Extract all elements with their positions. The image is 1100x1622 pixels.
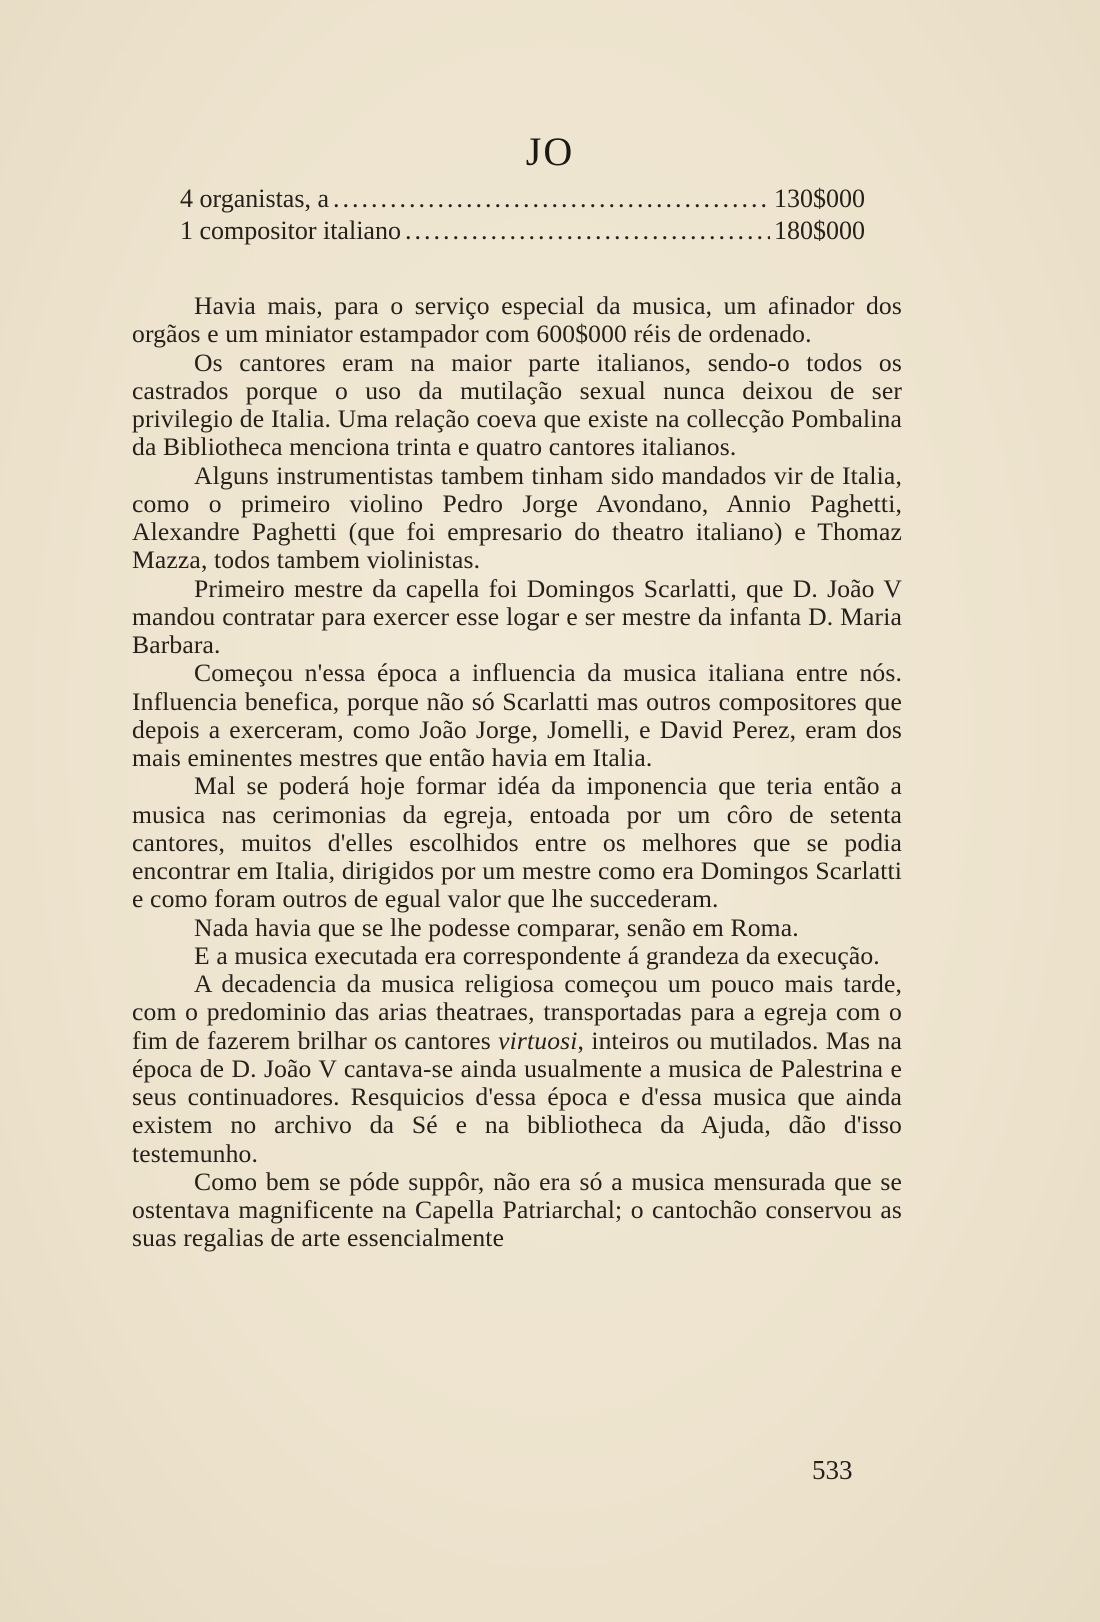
paragraph: Como bem se póde suppôr, não era só a musica mensurada que se ostentava magnificente na Capella Patriarchal; o cantochão conservou as suas regalias de arte essencialmente [132, 1166, 902, 1253]
body-text [132, 292, 902, 1253]
paragraph-text: A decadencia da musica religiosa começou um pouco mais tarde, com o predominio das arias theatraes, transportadas para a egreja com o fim de fazerem brilhar os cantores [132, 969, 902, 1055]
paragraph-text: , inteiros ou mutilados. Mas na época de D. João V cantava-se ainda usualmente a musica de Palestrina e seus continuadores. Resquicios d'essa época e d'essa musica que ainda existem no archivo da Sé e na bibliotheca da Ajuda, dão d'isso testemunho. [132, 1025, 902, 1168]
italic-term: virtuosi [498, 1025, 578, 1055]
expense-amount: 130$000 [774, 184, 865, 213]
expense-row [180, 184, 865, 216]
expense-label: 1 compositor italiano [180, 216, 401, 245]
leader-dots [333, 184, 770, 214]
leader-dots [405, 216, 770, 246]
paragraph: Havia mais, para o serviço especial da musica, um afinador dos orgãos e um miniator estampador com 600$000 réis de ordenado. [132, 291, 902, 349]
expense-label: 4 organistas, a [180, 184, 329, 213]
paragraph: Começou n'essa época a influencia da musica italiana entre nós. Influencia benefica, porque não só Scarlatti mas outros compositores que depois a exerceram, como João Jorge, Jomelli, e David Perez, eram dos mais eminentes mestres que então havia em Italia. [132, 658, 902, 772]
paragraph: Mal se poderá hoje formar idéa da imponencia que teria então a musica nas cerimonias da egreja, entoada por um côro de setenta cantores, muitos d'elles escolhidos entre os melhores que se podia encontrar em Italia, dirigidos por um mestre como era Domingos Scarlatti e como foram outros de egual valor que lhe succederam. [132, 771, 902, 914]
paragraph: Nada havia que se lhe podesse comparar, senão em Roma. [194, 912, 799, 942]
expense-list [180, 184, 865, 248]
paragraph: Primeiro mestre da capella foi Domingos Scarlatti, que D. João V mandou contratar para exercer esse logar e ser mestre da infanta D. Maria Barbara. [132, 573, 902, 659]
expense-amount: 180$000 [774, 216, 865, 245]
page-number: 533 [812, 1455, 853, 1485]
header-ornament: JO [525, 129, 575, 174]
expense-row [180, 216, 865, 248]
paragraph: E a musica executada era correspondente á grandeza da execução. [194, 940, 880, 970]
paragraph: Os cantores eram na maior parte italianos, sendo-o todos os castrados porque o uso da mutilação sexual nunca deixou de ser privilegio de Italia. Uma relação coeva que existe na collecção Pombalina da Bibliotheca menciona trinta e quatro cantores italianos. [132, 347, 902, 462]
paragraph [132, 970, 902, 1168]
paragraph: Alguns instrumentistas tambem tinham sido mandados vir de Italia, como o primeiro violino Pedro Jorge Avondano, Annio Paghetti, Alexandre Paghetti (que foi empresario do theatro italiano) e Thomaz Mazza, todos tambem violinistas. [132, 460, 902, 575]
